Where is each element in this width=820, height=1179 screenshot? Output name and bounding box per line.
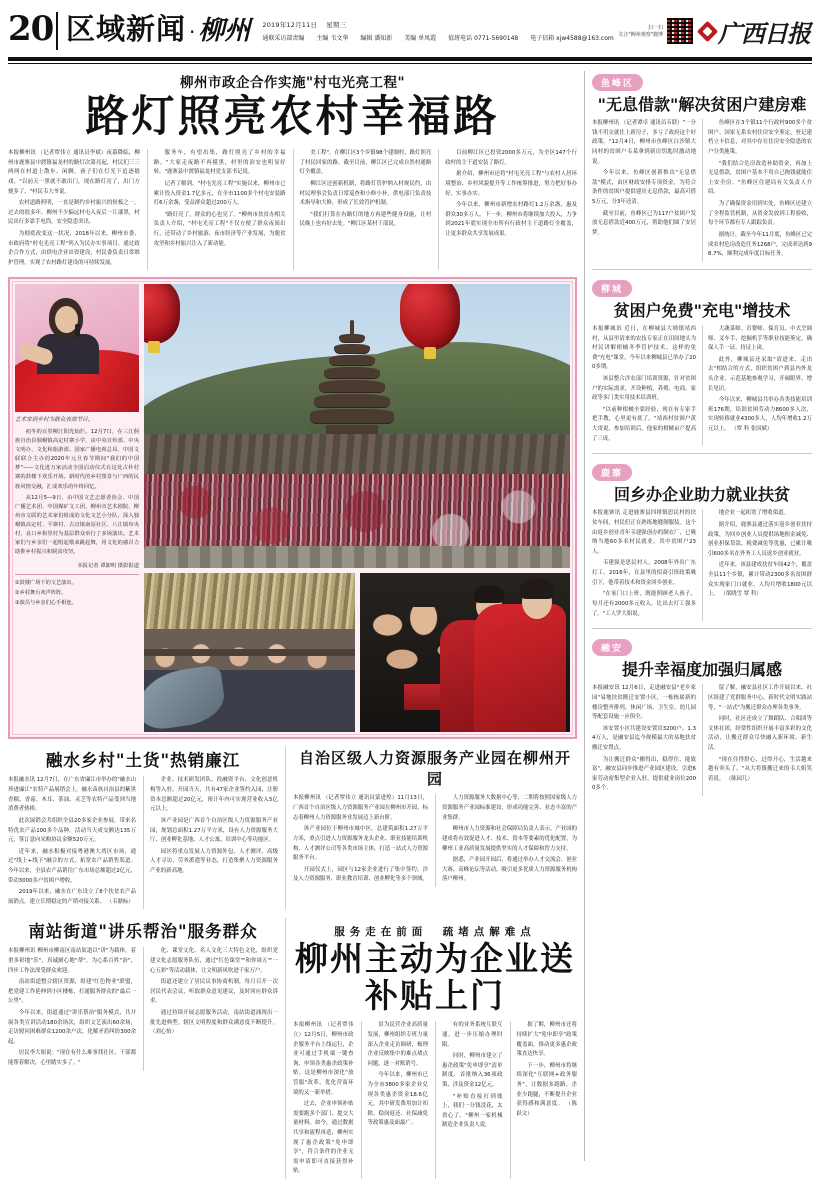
publication-date: 2019年12月11日	[262, 21, 318, 29]
story-rongshui	[8, 747, 278, 909]
credit-item: 通联采访部责编	[262, 35, 305, 42]
drum-tower-crowd-photo	[144, 284, 570, 568]
rail-story-yufeng	[592, 71, 812, 262]
paragraph: 地企业一起拓宽了增收渠道。	[718, 510, 789, 517]
paragraph: 美工程"。在柳江区3个乡镇98个建制村，路灯照亮了村民回家的路。截至目前，柳江区已完成自然村通路灯全覆盖。	[299, 150, 432, 176]
masthead-date-row	[262, 20, 618, 29]
rail-headline: 回乡办企业助力就业扶贫	[613, 485, 790, 505]
paragraph: 据了解，柳州市还将持续扩大"免申即享"政策覆盖面，推动更多惠企政策直达快享。	[516, 1022, 577, 1058]
district-badge: 柳城	[592, 280, 632, 297]
lead-story-columns	[8, 149, 577, 270]
paragraph: 截至目前，鱼峰区已为117户贫困户发放无息借款近400万元，帮助他们圆了安居梦。	[592, 210, 696, 236]
paragraph: 本报柳州讯 柳州市柳南区南站街道以"讲"为载体，着重多彩地"乐"，真诚耐心地"帮"，为心系百姓"治"，四步工作法深受群众欢迎。	[8, 948, 136, 974]
section-separator: ·	[189, 20, 196, 44]
rail-columns	[592, 325, 812, 446]
story-headline: 融水乡村"土货"热销廉江	[45, 751, 241, 771]
story-headline: 自治区级人力资源服务产业园在柳州开园	[298, 749, 571, 789]
paragraph: 鱼峰区在3个镇11个行政村900多个贫困户、国家无系农村住房安全鉴定，登记建档立卡信息，对其中存在住房安全隐患的农户分类施策。	[708, 120, 812, 156]
masthead-info	[250, 8, 618, 54]
paragraph: 该安置小区共建设安置房3200户、1.34万人，是融安县迄今规模最大的易地扶贫搬迁安置点。	[592, 725, 696, 751]
paragraph: 通过持续开展志愿服务活动，南站街道涌现出一批先进典型，辖区文明程度和群众满意度不断提升。 （刘心怡）	[150, 1010, 278, 1036]
rail-col-1	[592, 509, 696, 621]
paragraph: 留了解，融安县社区工作开展以来，社区组建了党群服务中心、新时代文明实践站等，"一站式"为搬迁群众办理各类事务。	[708, 685, 812, 711]
masthead-brand	[618, 8, 812, 54]
lead-col-2	[147, 149, 286, 270]
paragraph: 目前柳江区已投资2000多万元，为全区147个行政村的主干道安装了路灯。	[445, 150, 577, 166]
paragraph: "我们结合危房改造补助资金，再加上无息借款，贫困户基本不用自己掏钱就能住上安全房。"鱼峰区住建局有关负责人介绍。	[708, 160, 812, 196]
paragraph: 化、课堂文化、名人文化三大特色文化，组织党建文化志愿服务队伍，通过"红色课堂""和你周五""一心五彩"等活动载体，让文明新风吹进千家万户。	[150, 948, 278, 974]
paragraph: 柳州市人力资源和社会保障局负责人表示，产业园的建成将有效促进人才、技术、资本等要素的优化配置，为柳州工业高质量发展提供坚实的人才保障和智力支持。	[442, 826, 577, 852]
paragraph: "路灯亮了，群众的心也亮了。"柳州市扶贫办相关负责人介绍，"村屯光亮工程"不仅方便了群众夜间出行，还带动了乡村旅游、夜市经济等产业发展，为脱贫攻坚和乡村振兴注入了新动能。	[153, 211, 286, 247]
masthead-credits	[262, 33, 618, 42]
paragraph: "补贴直接打到账上，我们一分钱没花，太省心了。"柳州一家机械制造企业负责人说。	[442, 1093, 503, 1129]
rail-col-2	[702, 119, 812, 262]
paragraph: 该县整合涉农部门培训资源，针对贫困户的实际需求，开设种植、养殖、电商、家政等多门类实用技术培训班。	[592, 375, 696, 402]
paragraph: 此外，柳城县还采取"请进来、走出去"相结合的方式，组织贫困户到县内外龙头企业、示范基地参观学习，开阔眼界、增长见识。	[708, 356, 812, 392]
rail-headline: 提升幸福度加强归属感	[621, 660, 782, 680]
paragraph: 企业、技术研发团队、投融资平台、文化创意机构等入驻。开园当天，共有47家企业签约入园，注册资本总额超过20亿元，预计年内可实现营业收入5亿元以上。	[150, 777, 278, 813]
paragraph: 本报鹿寨讯 走进鹿寨县四排镇思民村的扶贫车间，村民们正在熟练地缝制服装。这个由返乡创业青年韦建强创办的制衣厂，已吸纳当地60多名村民就业，其中贫困户23人。	[592, 510, 696, 555]
bottom-stories-row-2	[8, 918, 577, 1179]
paragraph: 今年以来，柳城县共举办各类技能培训班176期，培训贫困劳动力8600多人次，实现转移就业4300多人，人均年增收1.2万元以上。 （覃 科 张国斌）	[708, 397, 812, 432]
story-headline: 南站街道"讲乐帮治"服务群众	[28, 922, 258, 942]
qr-hint-top: 扫一扫	[647, 25, 663, 31]
paragraph: 同时，社区还成立了舞蹈队、合唱团等文体社团，经常性组织开展丰富多彩的文化活动，让搬迁群众尽快融入新环境、新生活。	[708, 716, 812, 751]
rail-headline: 贫困户免费"充电"增技术	[613, 300, 791, 320]
mega-shoulder-headline: 服务走在前面 疏堵点解难点	[334, 926, 536, 939]
feature-paragraph: 初冬的百里柳江阳光灿烂。12月7日，在三江侗族自治县独峒镇高定村寨小学，由中央宣传部、中央文明办、文化和旅游部、国家广播电视总局、中国文联联合主办的2020年元旦春节期间"我们的中国梦"——文化进万家活动全国启动仪式在这处古朴村寨的鼓楼下欢乐开场。新时代的乡村图景与广西的民族风情交融，汇成欢乐的年终回忆。	[15, 428, 139, 490]
credit-item: 美编 单凤霞	[404, 35, 437, 42]
paragraph: 据统计，截至今年11月底，鱼峰区已完成农村危房改造任务1268户，完成率达到98.7%，顺利完成年度目标任务。	[708, 231, 812, 258]
mega-main-headline: 柳州主动为企业送补贴上门	[295, 939, 575, 1016]
paragraph: 据介绍，鹿寨县通过落实返乡创业扶持政策，为回乡创业人员提供场地租金减免、创业担保贷款、税费减免等优惠，已累计吸引600多名在外务工人员返乡创业就业。	[708, 522, 812, 557]
paragraph: 街道还建立了居民议事协商机制，每月召开一次居民代表会议，听取群众意见建议，及时回应群众诉求。	[150, 979, 278, 1005]
lead-col-4	[438, 149, 577, 270]
paragraph: 今年以来，鱼峰区创新推出"无息借款"模式，由区财政安排专项资金，为符合条件的贫困户提供建房无息借款，最高可借5万元，分3年还清。	[592, 170, 696, 206]
paragraph: 此次展销会共组织全县20多家企业参展，带来名特优农产品100多个品种。活动当天成交额达135万元，签订意向采购协议金额520万元。	[8, 817, 136, 844]
story-columns	[8, 776, 278, 909]
paragraph: 本报融安讯 12月6日，走进融安县"老乡家园"易地扶贫搬迁安置小区，一栋栋崭新的楼房整齐排列，休闲广场、卫生室、幼儿园等配套设施一应俱全。	[592, 685, 696, 721]
feature-photo-row	[144, 573, 570, 732]
lantern-icon	[400, 284, 460, 350]
story-col-1	[8, 776, 136, 909]
qr-code-icon[interactable]	[666, 17, 694, 45]
rail-divider	[592, 269, 812, 270]
story-hr-park	[285, 747, 577, 909]
publication-weekday: 星期三	[326, 21, 347, 29]
feature-byline: 本报记者 谭卸明 摄影报道	[77, 563, 139, 570]
qr-block[interactable]	[618, 17, 694, 45]
paragraph: 韦建强是思民村人，2008年外出广东打工，2016年，在县里的招商引资政策吸引下，他带着技术和资金回乡创业。	[592, 560, 696, 586]
rail-col-2	[702, 509, 812, 621]
rail-story-liucheng	[592, 277, 812, 447]
mega-story-columns	[293, 1021, 577, 1179]
credit-item: 主编 韦文华	[316, 35, 349, 42]
right-rail	[584, 71, 812, 1161]
paragraph: 本报柳城讯 近日，在柳城县大埔镇靖西村，从县里请来的农技专家正在田间地头为村民讲解柑橘冬季管护技术。这样的免费"充电"课堂，今年以来柳城县已举办了200多期。	[592, 325, 696, 371]
credit-item: 值班电话 0771-5690148	[448, 35, 519, 42]
photo-caption-list	[15, 579, 139, 608]
rail-story-luzhai	[592, 461, 812, 621]
lead-shoulder-headline: 柳州市政企合作实施"村屯光亮工程"	[179, 75, 406, 91]
section-title: 区域新闻	[66, 12, 187, 46]
photo-caption-item: ②乡村舞台欢声阵阵。	[15, 590, 67, 597]
photo-caption-item: ①鼓楼广场下的文艺演出。	[15, 580, 77, 587]
rail-headline: "无息借款"解决贫困户建房难	[597, 95, 807, 114]
paragraph: 本报柳州讯 （记者谭卓 通讯员韦联）"一分钱不用交就住上新房子，多亏了政府这个好政策。"12月4日，柳州市鱼峰区白沙镇大同村的贫困户韦某拿到新房钥匙时激动地说。	[592, 120, 696, 165]
section-nameplate	[66, 8, 250, 54]
paragraph: 近年来，该县建成扶贫车间42个，覆盖全县11个乡镇，累计带动2300多名贫困群众实现家门口就业，人均月增收1800元以上。 （梁晓雪 覃 科）	[708, 562, 812, 598]
mega-col-2	[361, 1021, 429, 1179]
lead-col-3	[293, 149, 432, 270]
story-col-2	[435, 794, 577, 886]
feature-photo-column	[144, 284, 570, 732]
paragraph: 近年来，融水积极对接粤港澳大湾区市场，通过"线上+线下"融合的方式，拓宽农产品销售渠道。今年以来，全县农产品销往广东市场总额超过2亿元，带动3000多户贫困户增收。	[8, 848, 136, 884]
paragraph: 服务车，有望出集，路灯照亮了乡村的幸福路。"大家走夜路不再摸黑，村里的治安也明显好转。"鹿寨县中渡镇福龙村党支部书记说。	[153, 150, 286, 176]
photo-caption-item: ③演员与乡亲们心手相连。	[15, 599, 77, 606]
lead-col-1	[8, 149, 140, 270]
paper-logo	[700, 14, 810, 49]
rail-col-2	[702, 684, 812, 796]
masthead-rule	[8, 57, 812, 61]
district-badge: 融安	[592, 639, 632, 656]
paragraph: 该产业园是广西首个自治区级人力资源服务产业园，规划总面积1.27万平方米，设有人力资源服务大厅、创业孵化基地、人才公寓、培训中心等功能区。	[150, 817, 278, 844]
mega-col-4	[510, 1021, 578, 1179]
paragraph: 居民李大姐说："现在有什么难事找社区，干部都能帮着解决，心里踏实多了。"	[8, 1050, 136, 1067]
paragraph: 有的业务系统互联互通，进一步压缩办理时限。	[442, 1022, 503, 1048]
main-column	[8, 71, 584, 1175]
paragraph: 为彻底改变这一状况，2018年以来，柳州市委、市政府将"村屯光亮工程"列入为民办实事项目，通过政企合作方式，由供电企业出资建设，村民委负责日常维护管理，实现了农村路灯建设的可持续发展。	[8, 231, 140, 266]
rail-columns	[592, 119, 812, 262]
qr-caption	[618, 24, 663, 38]
paragraph: 开园仪式上，园区与12家企业进行了集中签约，涉及人力资源服务、职业教育培训、创业孵化等多个领域。	[293, 866, 428, 883]
village-audience-photo	[144, 573, 355, 732]
rail-col-1	[592, 325, 696, 446]
paragraph: "以前种柑橘全靠经验，现在有专家手把手教，心里更有底了。"靖西村贫困户黄大哥说，参加培训后，他家的柑橘亩产提高了三成。	[592, 406, 696, 442]
rail-columns	[592, 509, 812, 621]
mega-col-1	[293, 1021, 354, 1179]
paragraph: 为了确保资金用到实处，鱼峰区还建立了全程监管机制，从资金发放到工程验收，每个环节都有专人跟踪负责。	[708, 201, 812, 227]
paragraph: 今年以来，柳州市已为全市3800多家企业兑现各类惠企资金18.6亿元，其中研发费用加计扣除、稳岗返还、社保减免等政策惠及面最广。	[367, 1072, 428, 1127]
story-columns	[293, 794, 577, 886]
paragraph: 大蔬菜师、育婴师、保育员、中式烹调师、叉车手、挖掘机手等职业技能鉴定，确保人手一证、持证上岗。	[708, 325, 812, 352]
mega-story-header	[293, 924, 577, 1015]
district-badge: 鹿寨	[592, 464, 632, 481]
credit-item: 编辑 潘知新	[360, 35, 393, 42]
feature-paragraph: 从12月5—9日，由中国文艺志愿者协会、中国广播艺术团、中国煤矿文工团、柳州市艺术剧院、柳州市文联的艺术家们组成的文化文艺小分队，深入独峒镇高定村、平寨村、古宜镇南站社区、八江镇布央村、良口乡和里村为基层群众举行了多场演出。艺术家们与乡亲们一起唱起歌来跳起舞，用文化的感召力助推乡村振兴和脱贫攻坚。	[15, 494, 139, 556]
paragraph: 2019年以来，融水在广东设立了8个扶贫农产品展销点，建立长期稳定的产销对接关系。 （韦鼎标）	[8, 889, 136, 905]
page-number: 20	[8, 9, 54, 49]
feature-caption-column	[15, 284, 139, 732]
paper-name: 广西日报	[718, 18, 810, 48]
story-columns	[8, 947, 278, 1070]
paragraph: 园区将重点发展人力资源外包、人才测评、高级人才寻访、劳务派遣等业态，打造集聚人力资源服务产业的新高地。	[150, 848, 278, 874]
district-badge: 鱼峰区	[592, 74, 643, 91]
paragraph: 本报柳州讯 （记者覃伟立）12月5日，柳州市政企服务平台上线运行，企业可通过手机端一键查询、申领各类惠企政策补贴。这是柳州市深化"放管服"改革、优化营商环境的又一新举措。	[293, 1022, 354, 1096]
section-city: 柳州	[198, 16, 251, 46]
stage-performers-photo	[360, 573, 571, 732]
story-col-1	[293, 794, 428, 886]
story-col-2	[143, 947, 278, 1070]
singer-portrait-photo	[15, 284, 139, 412]
qr-hint-bottom: 关注"柳州观察"微博	[618, 32, 663, 38]
lead-main-headline: 路灯照亮农村幸福路	[85, 92, 500, 142]
masthead-rule-thin	[8, 63, 812, 64]
paragraph: 南站街道整合辖区资源，组建"红色物业"联盟，把党建工作延伸到小区楼栋，打通服务群众的"最后一公里"。	[8, 979, 136, 1005]
rail-divider	[592, 628, 812, 629]
story-col-1	[8, 947, 136, 1070]
paragraph: 据介绍，柳州市还将"村屯光亮工程"与农村人居环境整治、乡村风貌提升等工作统筹推进，努力把好事办好、实事办实。	[445, 171, 577, 197]
paragraph: 过去，企业申领补贴需要跑多个部门、提交大量材料。如今，通过数据共享和流程再造，柳州实现了惠企政策"免申即享"，符合条件的企业无需申请即可直接获得补贴。	[293, 1101, 354, 1175]
credit-item: 电子信箱 xjw4588@163.com	[530, 35, 614, 42]
story-col-2	[143, 776, 278, 909]
paragraph: 本报融水讯 12月7日，在广东省廉江市举办的"融水山珍进廉江"农特产品展销会上，融水苗族自治县的紫黑香糯、香菇、木耳、茶油、灵芝等农特产品受到当地消费者热捧。	[8, 777, 136, 813]
page-body	[8, 71, 812, 1175]
rail-col-1	[592, 684, 696, 796]
rail-col-2	[702, 325, 812, 446]
paragraph: 人力资源服务大数据中心等，二期将按照国家级人力资源服务产业园标准建设，形成功能完善、业态丰富的产业集群。	[442, 795, 577, 821]
mega-col-3	[435, 1021, 503, 1179]
paragraph: 本报柳州讯 （记者覃伟立 通讯员李斌）夜幕降临，柳州市鹿寨县中渡镇福龙村的路灯次第亮起，村民们三三两两在村道上散步、闲聊，孩子们在灯光下追逐嬉戏。"以前天一黑就不敢出门，现在路灯亮了，出门方便多了。"村民韦大爷说。	[8, 150, 140, 195]
diamond-logo-icon	[697, 20, 718, 41]
paragraph: 该产业园位于柳州市城中区，总建筑面积1.27万平方米，重点引进人力资源服务龙头企业、职业技能培训机构、人才测评公司等各类市场主体，打造一站式人力资源服务平台。	[293, 826, 428, 862]
paragraph: 农村道路照明，一直是制约乡村振兴的短板之一。过去的很多年，柳州不少偏远村屯入夜后一片漆黑，村民出行多靠手电筒，安全隐患突出。	[8, 200, 140, 226]
masthead	[8, 0, 812, 54]
paragraph: 柳江区还创新机制，将路灯管护纳入村规民约，由村民理事会负责日常巡查和小修小补，供电部门负责技术指导和大修，形成了长效管护机制。	[299, 180, 432, 207]
story-subsidy	[285, 918, 577, 1179]
rail-columns	[592, 684, 812, 796]
paragraph: "现在住得舒心、过得开心，生活越来越有奔头了。"从大将镇搬迁来的韦大姐笑着说。 （陈园儿）	[708, 756, 812, 782]
caption-divider	[15, 574, 139, 575]
paragraph: 景为民营企业高质量发展，柳州组织专班力量深入企业走访调研，梳理企业反映集中的难点堵点问题，逐一对账销号。	[367, 1022, 428, 1067]
paragraph: 今年以来，街道通过"讲乐帮治"服务模式，共开展各类宣讲活动180余场次，组织文艺演出60余场，走访慰问困难群众1200余户次，化解矛盾纠纷300余起。	[8, 1010, 136, 1045]
paragraph: 记者了解到，"村屯光亮工程"实施以来，柳州市已累计投入资金1.7亿多元，在全市1100多个村屯安装路灯6万余盏，受益群众超过200万人。	[153, 180, 286, 207]
photo-feature-block	[8, 277, 577, 739]
bottom-stories-row-1	[8, 747, 577, 909]
paragraph: 今年以来，柳州市新增农村路灯1.2万余盏，惠及群众30多万人。下一步，柳州市将继续加大投入，力争到2021年底实现全市所有行政村主干道路灯全覆盖，让更多群众共享发展成果。	[445, 202, 577, 238]
story-nanzhan	[8, 918, 278, 1179]
rail-col-1	[592, 119, 696, 262]
paragraph: 为让搬迁群众"搬得出、稳得住、能致富"，融安县同步推进产业园区建设，引进6家劳动密集型企业入驻，提供就业岗位2000多个。	[592, 756, 696, 792]
paragraph: 同时，柳州市建立了惠企政策"免申即享"清单制度，首批纳入36项政策，涉及资金12亿元。	[442, 1053, 503, 1088]
paragraph: "我们打算在有路灯的地方再建些健身设施，让村民晚上也有好去处。"柳江区某村干部说。	[299, 211, 432, 228]
paragraph: 下一步，柳州市将继续深化"互联网+政务服务"，让数据多跑路、企业少跑腿，不断提升企业获得感和满意度。 （陈跃文）	[516, 1062, 577, 1117]
portrait-caption: 艺术家到乡村为群众表演节目。	[15, 417, 94, 424]
paragraph: 本报柳州讯 （记者覃伟立 通讯员蒙进煌）11月13日，广西首个自治区级人力资源服务产业园在柳州市开园，标志着柳州人力资源服务业发展迈上新台阶。	[293, 795, 428, 821]
paragraph: "在家门口上班，既能照顾老人孩子，每月还有2000多元收入，比出去打工强多了。"工人罗大姐说。	[592, 591, 696, 617]
masthead-divider	[56, 12, 58, 50]
rail-divider	[592, 453, 812, 454]
paragraph: 据悉，产业园开园后，将通过举办人才交流会、创业大赛、高峰论坛等活动，吸引更多优质人力资源服务机构落户柳州。	[442, 857, 577, 883]
rail-story-rongan	[592, 636, 812, 796]
